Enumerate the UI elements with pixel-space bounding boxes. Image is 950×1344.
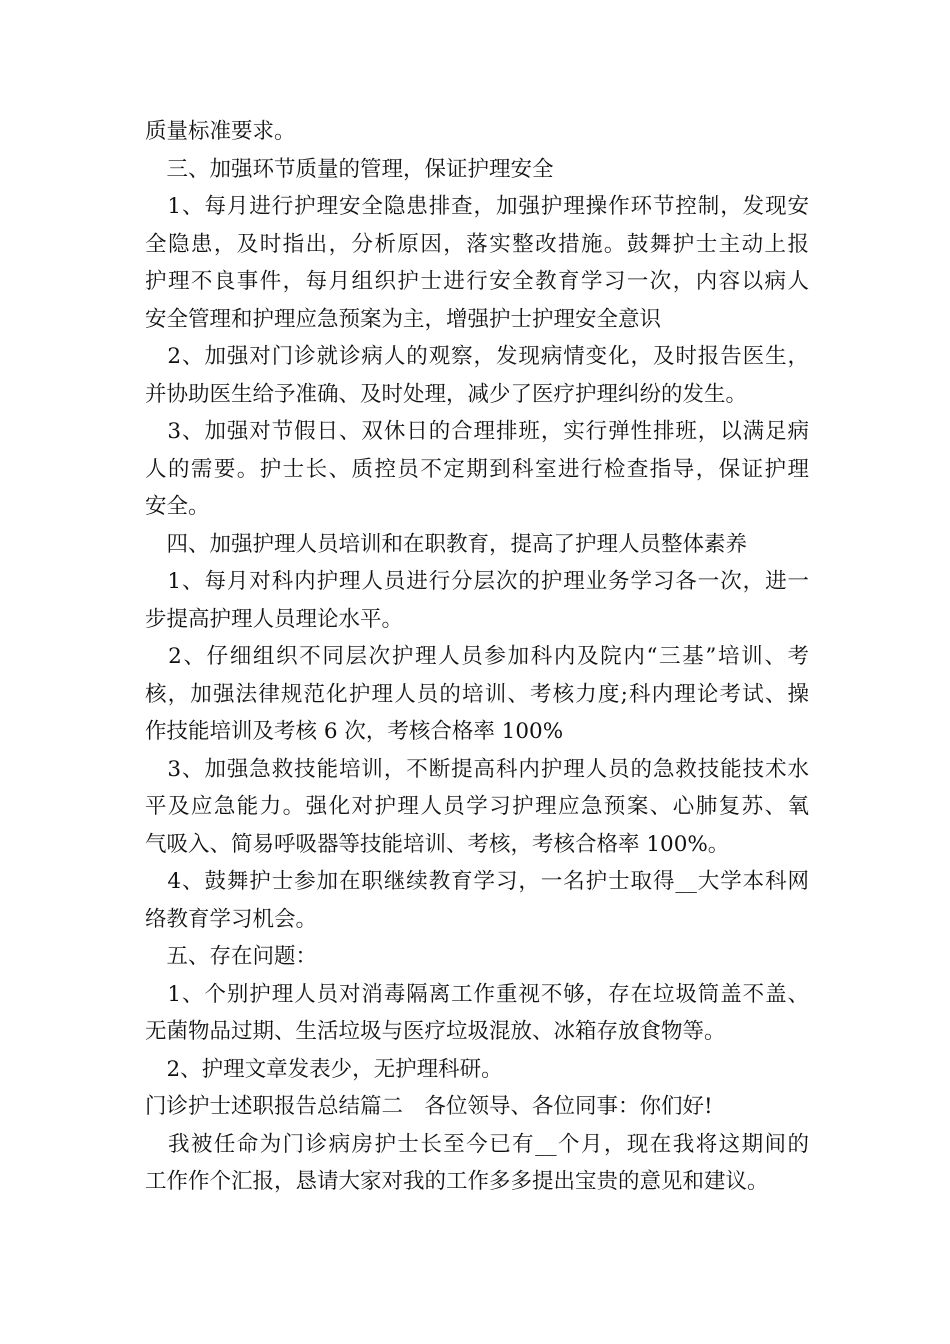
text-line: 气吸入、简易呼吸器等技能培训、考核，考核合格率 100%。 (145, 831, 730, 857)
text-line: 并协助医生给予准确、及时处理，减少了医疗护理纠纷的发生。 (145, 381, 748, 407)
text-line: 无菌物品过期、生活垃圾与医疗垃圾混放、冰箱存放食物等。 (145, 1019, 726, 1044)
text-line: 步提高护理人员理论水平。 (145, 606, 404, 632)
document-body (145, 113, 809, 1201)
text-line: 全隐患，及时指出，分析原因，落实整改措施。鼓舞护士主动上报 (145, 231, 809, 257)
text-line: 平及应急能力。强化对护理人员学习护理应急预案、心肺复苏、氧 (145, 794, 809, 819)
report-title-line: 门诊护士述职报告总结篇二 各位领导、各位同事：你们好! (145, 1094, 713, 1119)
text-line: 4、鼓舞护士参加在职继续教育学习，一名护士取得__大学本科网 (145, 869, 809, 894)
section-heading: 三、加强环节质量的管理，保证护理安全 (145, 156, 554, 182)
text-line: 安全。 (145, 494, 210, 519)
text-line: 1、每月进行护理安全隐患排查，加强护理操作环节控制，发现安 (145, 194, 809, 219)
text-line: 2、仔细组织不同层次护理人员参加科内及院内“三基”培训、考 (145, 644, 809, 669)
text-line: 护理不良事件，每月组织护士进行安全教育学习一次，内容以病人 (145, 269, 809, 294)
text-line: 作技能培训及考核 6 次，考核合格率 100% (145, 719, 564, 744)
text-line: 2、护理文章发表少，无护理科研。 (145, 1056, 503, 1082)
text-line: 人的需要。护士长、质控员不定期到科室进行检查指导，保证护理 (145, 456, 809, 482)
text-line: 1、个别护理人员对消毒隔离工作重视不够，存在垃圾筒盖不盖、 (145, 981, 809, 1007)
text-line: 1、每月对科内护理人员进行分层次的护理业务学习各一次，进一 (145, 569, 809, 594)
text-line: 工作作个汇报，恳请大家对我的工作多多提出宝贵的意见和建议。 (145, 1169, 769, 1194)
text-line: 安全管理和护理应急预案为主，增强护士护理安全意识 (145, 306, 662, 332)
text-line: 3、加强急救技能培训，不断提高科内护理人员的急救技能技术水 (145, 756, 809, 782)
text-line: 核，加强法律规范化护理人员的培训、考核力度;科内理论考试、操 (145, 681, 809, 707)
section-heading: 五、存在问题： (145, 944, 318, 969)
text-line: 络教育学习机会。 (145, 906, 318, 932)
section-heading: 四、加强护理人员培训和在职教育，提高了护理人员整体素养 (145, 531, 748, 557)
text-line: 2、加强对门诊就诊病人的观察，发现病情变化，及时报告医生， (145, 344, 809, 369)
text-line: 我被任命为门诊病房护士长至今已有__个月，现在我将这期间的 (145, 1131, 809, 1157)
text-line: 3、加强对节假日、双休日的合理排班，实行弹性排班，以满足病 (145, 419, 809, 444)
text-line: 质量标准要求。 (145, 119, 296, 144)
